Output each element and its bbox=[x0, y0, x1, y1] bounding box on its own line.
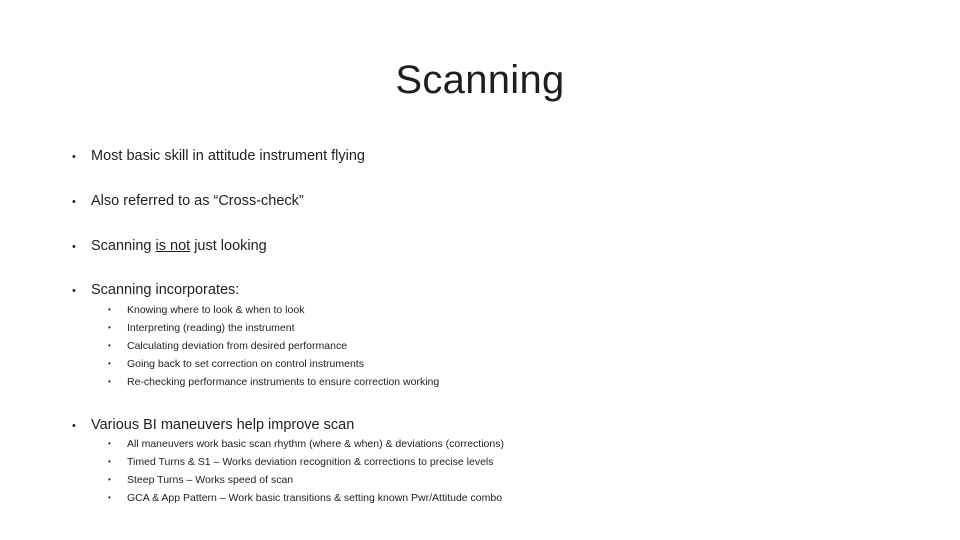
sublist-item-text: GCA & App Pattern – Work basic transitions & setting known Pwr/Attitude combo bbox=[127, 492, 503, 504]
bullet-dot: • bbox=[108, 341, 111, 350]
sublist-item bbox=[108, 301, 439, 319]
sublist-item bbox=[108, 355, 439, 373]
sublist-item bbox=[108, 471, 504, 489]
slide-title: Scanning bbox=[395, 58, 565, 102]
bullet-incorporates bbox=[72, 281, 239, 300]
bullet-not-just-looking bbox=[72, 237, 267, 256]
bullet-text: Various BI maneuvers help improve scan bbox=[91, 417, 355, 433]
bullet-dot: • bbox=[108, 377, 111, 386]
sublist-item bbox=[108, 489, 504, 507]
sublist-item bbox=[108, 435, 504, 453]
bullet-basic-skill bbox=[72, 147, 365, 166]
sublist-item bbox=[108, 453, 504, 471]
bullet-dot: • bbox=[72, 151, 76, 163]
sublist-item-text: Calculating deviation from desired performance bbox=[127, 340, 348, 352]
sublist-item bbox=[108, 319, 439, 337]
bullet-bi-maneuvers bbox=[72, 416, 354, 435]
bullet-text: Also referred to as “Cross-check” bbox=[91, 193, 304, 209]
bullet-text: Most basic skill in attitude instrument flying bbox=[91, 148, 365, 164]
bullet-dot: • bbox=[72, 196, 76, 208]
sublist-item bbox=[108, 373, 439, 391]
bullet-text-post: just looking bbox=[190, 238, 267, 254]
sublist-item bbox=[108, 337, 439, 355]
bullet-text-pre: Scanning bbox=[91, 238, 156, 254]
bullet-dot: • bbox=[108, 359, 111, 368]
sublist-item-text: Knowing where to look & when to look bbox=[127, 304, 305, 316]
sublist-item-text: Going back to set correction on control instruments bbox=[127, 358, 364, 370]
sublist-item-text: Interpreting (reading) the instrument bbox=[127, 322, 295, 334]
incorporates-sublist bbox=[108, 301, 439, 391]
bullet-dot: • bbox=[108, 323, 111, 332]
bullet-dot: • bbox=[108, 305, 111, 314]
sublist-item-text: Steep Turns – Works speed of scan bbox=[127, 474, 294, 486]
bullet-dot: • bbox=[108, 493, 111, 502]
sublist-item-text: All maneuvers work basic scan rhythm (where & when) & deviations (corrections) bbox=[127, 438, 504, 450]
sublist-item-text: Timed Turns & S1 – Works deviation recognition & corrections to precise levels bbox=[127, 456, 494, 468]
bullet-dot: • bbox=[72, 241, 76, 253]
sublist-item-text: Re-checking performance instruments to ensure correction working bbox=[127, 376, 440, 388]
bullet-dot: • bbox=[108, 475, 111, 484]
maneuvers-sublist bbox=[108, 435, 504, 507]
bullet-text-underlined: is not bbox=[155, 238, 191, 254]
bullet-text: Scanning incorporates: bbox=[91, 282, 240, 298]
bullet-cross-check bbox=[72, 192, 304, 211]
bullet-dot: • bbox=[72, 420, 76, 432]
bullet-dot: • bbox=[108, 439, 111, 448]
bullet-dot: • bbox=[72, 285, 76, 297]
bullet-dot: • bbox=[108, 457, 111, 466]
